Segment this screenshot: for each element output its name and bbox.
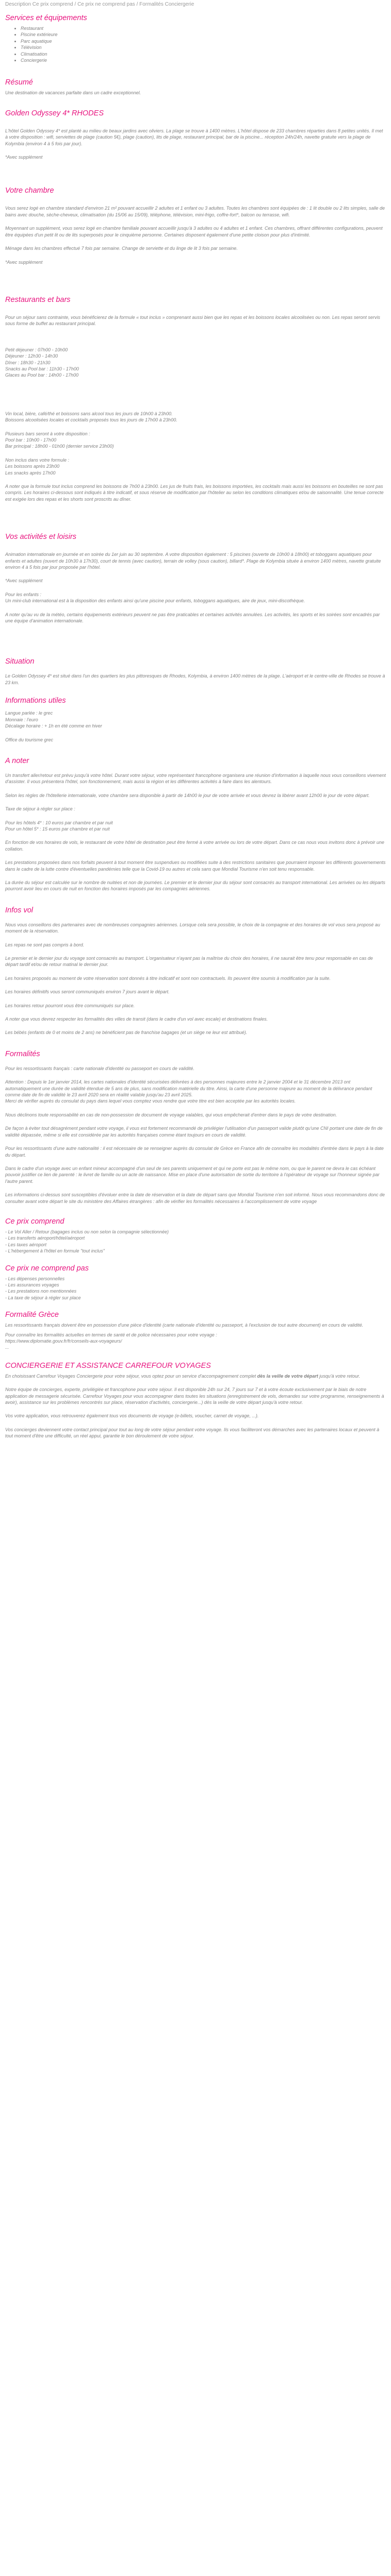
bar-hours: Pool bar : 10h00 - 17h00 xyxy=(5,437,57,443)
list-item: • Climatisation xyxy=(21,51,386,57)
bar-hours: Bar principal : 18h00 - 01h00 (dernier service 23h00) xyxy=(5,444,114,449)
info-line: Langue parlée : le grec xyxy=(5,710,53,716)
bars-intro: Plusieurs bars seront à votre disposition : xyxy=(5,431,90,436)
excluded-item: Les boissons après 23h00 xyxy=(5,464,60,469)
formalites-paragraph: Attention : Depuis le 1er janvier 2014, les cartes nationales d'identité sécurisées délivrées à des personnes majeures entre le 2 janvier 2004 et le 31 décembre 2013 ont automatiquement une durée de validité étendue de 5 ans de plus, sans modification matérielle du titre. Ainsi, la carte d'une personne majeure au moment de la délivrance pendant comme date de fin de validité le 23 avril 2020 sera en réalité valable jusqu'au 23 avril 2025. xyxy=(5,1079,372,1098)
room-paragraph: Moyennant un supplément, vous serez logé en chambre familiale pouvant accueillir jusqu'à 3 adultes ou 4 adultes et 1 enfant. Ces chambres, offrant différentes configurations, peuvent être équipées d'un petit lit ou de lits superposés pour le cinquième personne. Certaines disposent également d'une petite cloison pour plus d'intimité. xyxy=(5,226,383,238)
vol-paragraph: Le premier et le dernier jour du voyage sont consacrés au transport. L'organisateur n'ayant pas la maîtrise du choix des horaires, il ne saurait être tenu pour responsable en cas de départ tardif et/ou de retour matinal le dernier jour. xyxy=(5,956,373,968)
formalites-title: Formalités xyxy=(5,1049,40,1058)
list-item: • Télévision xyxy=(21,44,386,50)
vol-paragraph: A noter que vous devrez respecter les formalités des villes de transit (dans le cadre d'un vol avec escale) et destinations finales. xyxy=(5,1016,268,1022)
kids-intro: Pour les enfants : xyxy=(5,591,42,597)
product-description xyxy=(0,1,391,1439)
includes-item: - Les taxes aéroport xyxy=(5,1242,47,1247)
hotel-title: Golden Odyssey 4* RHODES xyxy=(5,109,104,117)
grece-title: Formalité Grèce xyxy=(5,1311,59,1319)
meal-hours: Snacks au Pool bar : 11h30 - 17h00 xyxy=(5,366,79,371)
vol-paragraph: Les horaires retour pourront vous être communiqués sur place. xyxy=(5,1003,135,1008)
formalites-paragraph: Pour les ressortissants français : carte nationale d'identité ou passeport en cours de validité. xyxy=(5,1065,194,1071)
concierge-paragraph: Notre équipe de concierges, experte, privilégiée et francophone pour votre séjour. Il est disponible 24h sur 24, 7 jours sur 7 et à votre écoute exclusivement par le biais de notre application de messagerie sécurisée. Carrefour Voyages pour vous accompagner dans toutes les situations (enregistrement de vols, demandes sur votre programme, renseignements à avoir), assistance sur les problèmes rencontrés sur place, réservation d'activités, conciergerie...) dès la veille de votre départ jusqu'à votre retour. xyxy=(5,1387,384,1405)
kids-text: Un mini-club international est à la disposition des enfants ainsi qu'une piscine pour enfants, toboggans aquatiques, aire de jeux, mini-discothèque. xyxy=(5,598,305,604)
activities-note: *Avec supplément xyxy=(5,578,43,584)
diplomatie-link[interactable]: https://www.diplomatie.gouv.fr/fr/conseils-aux-voyageurs/ xyxy=(5,1338,122,1344)
vol-paragraph: Les horaires proposés au moment de votre réservation sont donnés à titre indicatif et sont non contractuels. Ils peuvent être soumis à modification par la suite. xyxy=(5,975,331,981)
tab-separator: / xyxy=(73,2,78,7)
resume-title: Résumé xyxy=(5,78,33,87)
situation-title: Situation xyxy=(5,657,35,666)
room-paragraph: Ménage dans les chambres effectué 7 fois par semaine. Change de serviette et du linge de lit 3 fois par semaine. xyxy=(5,246,238,251)
includes-item: - L'hébergement à l'hôtel en formule "tout inclus" xyxy=(5,1248,105,1254)
tax-intro: Taxe de séjour à régler sur place : xyxy=(5,806,75,812)
vol-paragraph: Les repas ne sont pas compris à bord. xyxy=(5,942,85,947)
vol-title: Infos vol xyxy=(5,906,33,914)
concierge-text: En choisissant Carrefour Voyages Conciergerie pour votre séjour, vous optez pour un service d'accompagnement complet xyxy=(5,1373,257,1379)
situation-text: Le Golden Odyssey 4* est situé dans l'un des quartiers les plus pittoresques de Rhodes, Kolymbia, à environ 1400 mètres de la plage. L'aéroport et le centre-ville de Rhodes se trouve à 23 km. xyxy=(5,673,385,685)
anoter-paragraph: Selon les règles de l'hôtellerie internationale, votre chambre sera disponible à partir de 14h00 le jour de votre arrivée et vous devrez la libérer avant 12h00 le jour de votre départ. xyxy=(5,792,370,798)
vol-paragraph: Les horaires définitifs vous seront communiqués environ 7 jours avant le départ. xyxy=(5,989,170,995)
restaurants-paragraph: A noter que la formule tout inclus comprend les boissons de 7h00 à 23h00. Les jus de fruits frais, les boissons importées, les cocktails mais aussi les boissons en bouteilles ne sont pas compris. Les horaires ci-dessous sont indiqués à titre indicatif, et sous réserve de modification par l'hôtelier au selon les conditions climatiques et/ou de saisonnalité. Une tenue correcte est exigée lors des repas et les shorts sont proscrits au dîner. xyxy=(5,484,384,502)
excluded-intro: Non inclus dans votre formule : xyxy=(5,457,70,463)
excluded-item: Les snacks après 17h00 xyxy=(5,470,56,476)
anoter-paragraph: En fonction de vos horaires de vols, le restaurant de votre hôtel de destination peut être fermé à votre arrivée ou lors de votre départ. Dans ce cas nous vous invitons donc à prévoir une collation. xyxy=(5,840,384,852)
excludes-item: - Les prestations non mentionnées xyxy=(5,1289,77,1294)
hotel-description: L'hôtel Golden Odyssey 4* est planté au milieu de beaux jardins avec oliviers. La plage se trouve à 1400 mètres. L'hôtel dispose de 233 chambres réparties dans 8 petites unités. Il met à votre disposition : wifi, serviettes de plage (caution 5€), plage (caution), lits de plage, restaurant principal, bar de la piscine... réception 24h/24h, navette gratuite vers la plage de Kolymbia (environ 4 à 5 fois par jour). xyxy=(5,128,383,146)
formalites-paragraph: Les informations ci-dessus sont susceptibles d'évoluer entre la date de réservation et la date de départ sans que Mondial Tourisme n'en soit informé. Nous vous recommandons donc de consulter avant votre départ le site du ministère des Affaires étrangères : afin de vérifier les formalités nécessaires à l'accomplissement de votre voyage xyxy=(5,1192,385,1204)
vol-paragraph: Les bébés (enfants de 0 et moins de 2 ans) ne bénéficient pas de franchise bagages (et un siège ne leur est attribué). xyxy=(5,1030,248,1036)
anoter-paragraph: Un transfert aller/retour est prévu jusqu'à votre hôtel. Durant votre séjour, votre représentant francophone organisera une réunion d'information à laquelle nous vous conseillons vivement d'assister. Il vous présentera l'hôtel, son fonctionnement, mais aussi la région et les différentes activités à faire dans les alentours. xyxy=(5,772,386,785)
tab-separator: / xyxy=(135,2,140,7)
tax-item: Pour un hôtel 5* : 15 euros par chambre et par nuit xyxy=(5,826,110,832)
vol-paragraph: Nous vous conseillons des partenaires avec de nombreuses compagnies aériennes. Lorsque cela sera possible, le choix de la compagnie et des horaires de vol vous sera proposé au moment de la réservation. xyxy=(5,922,380,934)
excludes-item: - Les dépenses personnelles xyxy=(5,1276,65,1281)
concierge-text: jusqu'à votre retour. xyxy=(318,1373,361,1379)
room-paragraph: Vous serez logé en chambre standard d'environ 21 m² pouvant accueillir 2 adultes et 1 enfant ou 3 adultes. Toutes les chambres sont équipées de : 1 lit double ou 2 lits simples, salle de bains avec douche, sèche-cheveux, climatisation (du 15/06 au 15/09), téléphone, télévision, mini-frigo, coffre-fort*, balcon ou terrasse, wifi. xyxy=(5,206,385,217)
formalites-paragraph: Merci de vérifier auprès du consulat du pays dans lequel vous comptez vous rendre que votre titre est bien acceptée par les autorités locales. xyxy=(5,1098,296,1104)
grece-paragraph: Les ressortissants français doivent être en possession d'une pièce d'identité (carte nationale d'identité ou passeport, à l'exclusion de tout autre document) en cours de validité. xyxy=(5,1323,364,1328)
list-item: • Restaurant xyxy=(21,25,386,31)
concierge-paragraph: Vos concierges deviennent votre contact principal pour tout au long de votre séjour pendant votre voyage. Ils vous faciliteront vos démarches avec les partenaires locaux et peuvent à tout moment d'être une difficulté, un réel appui, garantie le bon déroulement de votre séjour. xyxy=(5,1427,380,1439)
meal-hours: Glaces au Pool bar : 14h00 - 17h00 xyxy=(5,372,79,378)
room-title: Votre chambre xyxy=(5,187,54,195)
tab-description[interactable]: Description Ce prix comprend xyxy=(5,2,73,7)
list-item: • Piscine extérieure xyxy=(21,31,386,38)
room-note: *Avec supplément xyxy=(5,259,43,265)
tourism-office: Office du tourisme grec xyxy=(5,737,54,742)
restaurants-paragraph: Boissons alcoolisées locales et cocktails proposés tous les jours de 17h00 à 23h00. xyxy=(5,417,177,423)
info-title: Informations utiles xyxy=(5,697,66,705)
restaurants-paragraph: Vin local, bière, café/thé et boissons sans alcool tous les jours de 10h00 à 23h00. xyxy=(5,411,173,416)
restaurants-title: Restaurants et bars xyxy=(5,295,71,304)
list-item: • Conciergerie xyxy=(21,57,386,63)
activities-paragraph: A noter qu'au vu de la météo, certains équipements extérieurs peuvent ne pas être praticables et certaines activités annulées. Les activités, les sports et les soirées sont encadrés par une équipe d'animation internationale. xyxy=(5,612,380,624)
meal-hours: Déjeuner : 12h30 - 14h30 xyxy=(5,353,58,359)
resume-text: Une destination de vacances parfaite dans un cadre exceptionnel. xyxy=(5,90,141,96)
activities-paragraph: Animation internationale en journée et en soirée du 1er juin au 30 septembre. A votre disposition également : 5 piscines (ouverte de 10h00 à 18h00) et toboggans aquatiques pour enfants et adultes (ouvert de 10h30 à 17h30), court de tennis (avec caution), terrain de volley (sous caution), billard*. Plage de Kolymbia située à environ 1400 mètres, navette gratuite environ 4 à 5 fois par jour proposée par l'hôtel. xyxy=(5,552,381,570)
tab-excludes[interactable]: Ce prix ne comprend pas xyxy=(77,2,135,7)
anoter-title: A noter xyxy=(5,756,29,765)
includes-item: - Le Vol Aller / Retour (bagages inclus ou non selon la compagnie sélectionnée) xyxy=(5,1229,169,1234)
meal-hours: Dîner : 18h30 - 21h30 xyxy=(5,360,51,365)
anoter-paragraph: La durée du séjour est calculée sur le nombre de nuitées et non de journées. Le premier et le dernier jour du séjour sont consacrés au transport international. Les arrivées ou les départs pourront avoir lieu en cours de nuit en fonction des horaires imposés par les compagnies aériennes. xyxy=(5,879,385,892)
concierge-paragraph xyxy=(5,1373,386,1379)
activities-title: Vos activités et loisirs xyxy=(5,533,77,541)
anoter-paragraph: Les prestations proposées dans nos forfaits peuvent à tout moment être suspendues ou modifiées suite à des restrictions sanitaires que pourraient imposer les différents gouvernements dans le cadre de la lutte contre d'éventuelles pandémies telle que la Covid-19 ou autres et cela sans que Mondial Tourisme n'en soit tenu responsable. xyxy=(5,860,386,872)
hotel-note: *Avec supplément xyxy=(5,155,43,160)
services-title: Services et équipements xyxy=(5,14,87,22)
meal-hours: Petit déjeuner : 07h00 - 10h00 xyxy=(5,347,68,352)
excludes-item: - La taxe de séjour à régler sur place xyxy=(5,1295,81,1300)
includes-item: - Les transferts aéroport/hôtel/aéroport xyxy=(5,1235,85,1241)
list-item: • Parc aquatique xyxy=(21,38,386,44)
formalites-paragraph: Nous déclinons toute responsabilité en cas de non-possession de document de voyage valables, qui vous empêcherait d'entrer dans le pays de votre destination. xyxy=(5,1112,337,1117)
tax-item: Pour les hôtels 4* : 10 euros par chambre et par nuit xyxy=(5,820,113,825)
concierge-paragraph: Vos votre application, vous retrouverez également tous vos documents de voyage (e-billets, voucher, carnet de voyage, ...). xyxy=(5,1413,259,1419)
grece-paragraph: Pour connaître les formalités actuelles en termes de santé et de police nécessaires pour votre voyage : xyxy=(5,1332,217,1337)
excludes-title: Ce prix ne comprend pas xyxy=(5,1264,89,1273)
concierge-title: CONCIERGERIE ET ASSISTANCE CARREFOUR VOYAGES xyxy=(5,1361,211,1370)
formalites-paragraph: De façon à éviter tout désagrément pendant votre voyage, il vous est fortement recommandé de privilégier l'utilisation d'un passeport valide plutôt qu'une CNI portant une date de fin de validité dépassée, même si elle est considérée par les autorités françaises comme étant toujours en cours de validité. xyxy=(5,1126,383,1138)
services-list xyxy=(5,25,386,63)
excludes-item: - Les assurances voyages xyxy=(5,1282,59,1287)
info-line: Décalage horaire : + 1h en été comme en hiver xyxy=(5,723,102,729)
restaurants-paragraph: Pour un séjour sans contrainte, vous bénéficierez de la formule « tout inclus » comprenant aussi bien que les repas et les boissons locales alcoolisées ou non. Les repas seront servis sous forme de buffet au restaurant principal. xyxy=(5,314,380,327)
section-tabs xyxy=(5,1,386,8)
grece-ellipsis: ... xyxy=(5,1345,9,1350)
formalites-paragraph: Dans le cadre d'un voyage avec un enfant mineur accompagné d'un seul de ses parents uniquement et qui ne porte est pas le même nom, ou que le parent ne devra le cas échéant pouvoir justifier ce lien de parenté : le livret de famille ou un acte de naissance. Mise en place d'une autorisation de sortie du territoire à l'opérateur de voyage sur l'honneur signée par l'autre parent. xyxy=(5,1165,380,1184)
concierge-highlight: dès la veille de votre départ xyxy=(257,1373,318,1379)
formalites-paragraph: Pour les ressortissants d'une autre nationalité : il est nécessaire de se renseigner auprès du consulat de Grèce en France afin de connaître les modalités d'entrée dans le pays à la date du départ. xyxy=(5,1146,384,1158)
includes-title: Ce prix comprend xyxy=(5,1217,64,1226)
tab-formalities[interactable]: Formalités Conciergerie xyxy=(139,2,194,7)
info-line: Monnaie : l'euro xyxy=(5,717,38,722)
